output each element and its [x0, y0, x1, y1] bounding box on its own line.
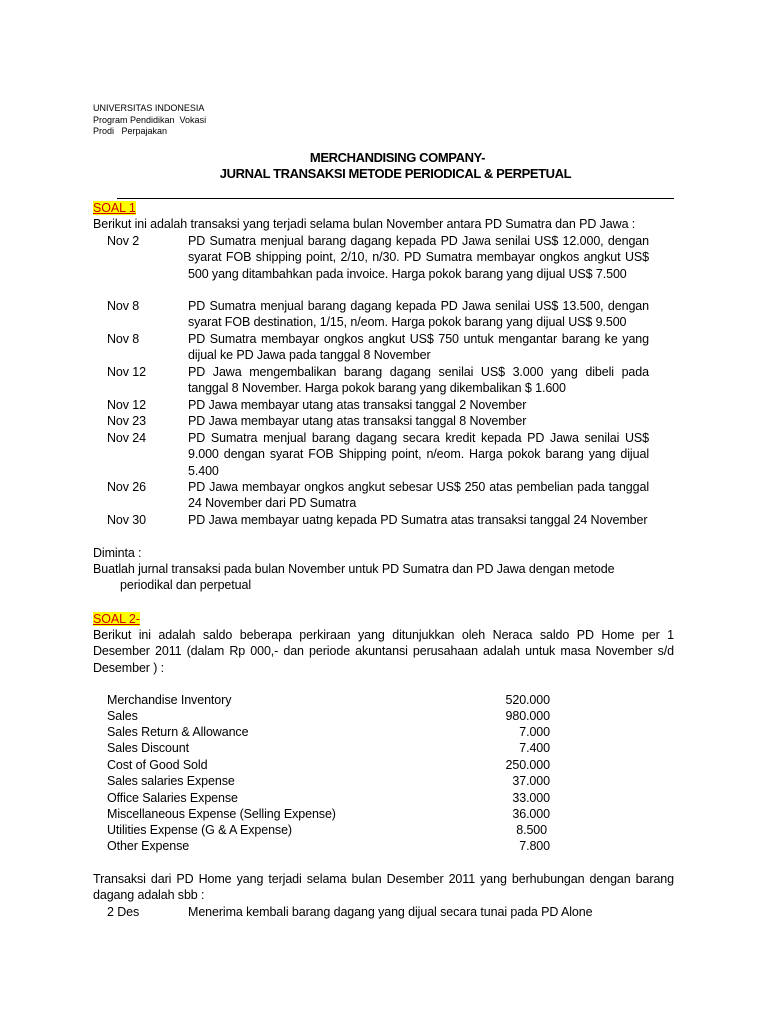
instruction-line1: Buatlah jurnal transaksi pada bulan November untuk PD Sumatra dan PD Jawa dengan metode: [93, 562, 615, 576]
transaction-date: Nov 23: [107, 414, 147, 428]
soal2-intro: Berikut ini adalah saldo beberapa perkiraan yang ditunjukkan oleh Neraca saldo PD Home per 1 Desember 2011 (dalam Rp 000,- dan periode akuntansi perusahaan adalah untuk masa November s/d Desember ) :: [93, 628, 674, 675]
transaction-date: Nov 30: [107, 513, 147, 527]
account-value: 520.000: [505, 693, 550, 707]
prodi-name: Prodi Perpajakan: [93, 126, 168, 136]
account-name: Cost of Good Sold: [107, 758, 208, 772]
account-name: Miscellaneous Expense (Selling Expense): [107, 807, 336, 821]
transaction-date: Nov 2: [107, 234, 140, 248]
soal1-instruction: [93, 561, 674, 594]
account-value: 8.500: [516, 823, 547, 837]
instruction-line2: periodikal dan perpetual: [120, 578, 252, 593]
account-value: 37.000: [512, 774, 550, 788]
title-divider: [117, 198, 674, 199]
transaction-text: PD Jawa membayar utang atas transaksi tanggal 8 November: [188, 414, 527, 428]
soal2-heading-label: SOAL 2-: [93, 612, 140, 626]
diminta-label: Diminta :: [93, 546, 142, 560]
account-name: Office Salaries Expense: [107, 791, 238, 805]
transaction-date: Nov 8: [107, 332, 140, 346]
transaction-text: PD Jawa mengembalikan barang dagang senilai US$ 3.000 yang dibeli pada tanggal 8 November. Harga pokok barang yang dikembalikan $ 1.600: [188, 365, 649, 396]
account-value: 7.000: [519, 725, 550, 739]
account-value: 980.000: [505, 709, 550, 723]
account-value: 36.000: [512, 807, 550, 821]
account-name: Utilities Expense (G & A Expense): [107, 823, 292, 837]
account-value: 7.400: [519, 741, 550, 755]
account-name: Other Expense: [107, 839, 190, 853]
account-value: 33.000: [512, 791, 550, 805]
transaction-text: PD Jawa membayar uatng kepada PD Sumatra atas transaksi tanggal 24 November: [188, 513, 648, 527]
transaction-text: PD Sumatra menjual barang dagang kepada PD Jawa senilai US$ 13.500, dengan syarat FOB destination, 1/15, n/eom. Harga pokok barang yang dijual US$ 9.500: [188, 299, 649, 330]
transaction-date: Nov 12: [107, 365, 147, 379]
soal2-transaction-intro: Transaksi dari PD Home yang terjadi selama bulan Desember 2011 yang berhubungan dengan barang dagang adalah sbb :: [93, 872, 674, 903]
transaction-date: Nov 12: [107, 398, 147, 412]
soal1-intro: Berikut ini adalah transaksi yang terjadi selama bulan November antara PD Sumatra dan PD Jawa :: [93, 217, 636, 231]
soal1-heading: [93, 200, 136, 216]
university-name: UNIVERSITAS INDONESIA: [93, 103, 205, 113]
account-name: Merchandise Inventory: [107, 693, 232, 707]
document-title-line2: JURNAL TRANSAKSI METODE PERIODICAL & PERPETUAL: [219, 166, 572, 181]
document-title-line1: MERCHANDISING COMPANY-: [309, 150, 486, 165]
transaction-date: Nov 8: [107, 299, 140, 313]
account-name: Sales: [107, 709, 138, 723]
transaction-text: PD Sumatra membayar ongkos angkut US$ 750 untuk mengantar barang ke yang dijual ke PD Jawa pada tanggal 8 November: [188, 332, 649, 363]
institution-header: [93, 103, 206, 138]
transaction-date: 2 Des: [107, 905, 140, 919]
transaction-text: PD Sumatra menjual barang dagang kepada PD Jawa senilai US$ 12.000, dengan syarat FOB shipping point, 2/10, n/30. PD Sumatra membayar ongkos angkut US$ 500 yang ditambahkan pada invoice. Harga pokok barang yang dijual US$ 7.500: [188, 234, 649, 281]
account-name: Sales salaries Expense: [107, 774, 235, 788]
account-name: Sales Discount: [107, 741, 189, 755]
soal1-heading-label: SOAL 1: [93, 201, 136, 215]
program-name: Program Pendidikan Vokasi: [93, 114, 207, 125]
account-value: 7.800: [519, 839, 550, 853]
transaction-date: Nov 24: [107, 431, 147, 445]
transaction-text: Menerima kembali barang dagang yang dijual secara tunai pada PD Alone: [188, 905, 593, 919]
transaction-date: Nov 26: [107, 480, 147, 494]
account-name: Sales Return & Allowance: [107, 725, 249, 739]
transaction-text: PD Jawa membayar ongkos angkut sebesar US$ 250 atas pembelian pada tanggal 24 November dari PD Sumatra: [188, 480, 649, 511]
soal2-heading: [93, 611, 140, 627]
account-value: 250.000: [505, 758, 550, 772]
transaction-text: PD Jawa membayar utang atas transaksi tanggal 2 November: [188, 398, 527, 412]
transaction-text: PD Sumatra menjual barang dagang secara kredit kepada PD Jawa senilai US$ 9.000 dengan syarat FOB Shipping point, n/eom. Harga pokok barang yang dijual 5.400: [188, 431, 649, 478]
